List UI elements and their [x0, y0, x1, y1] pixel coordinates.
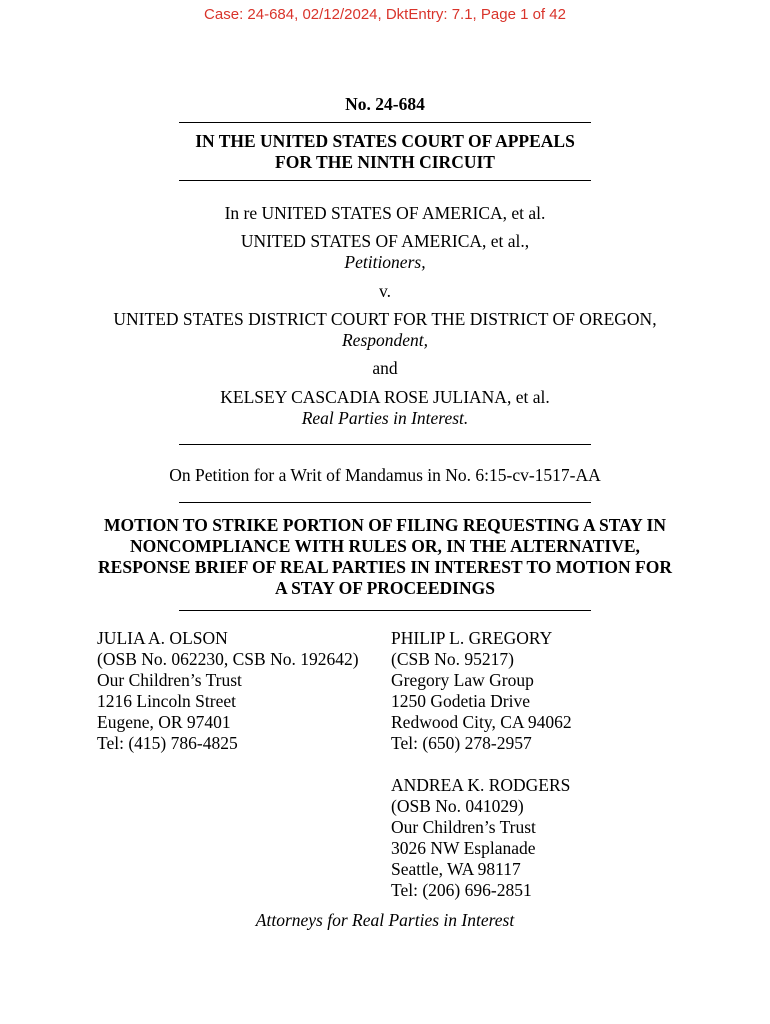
motion-title — [0, 515, 770, 599]
court-name — [0, 131, 770, 173]
counsel-right-column — [391, 628, 572, 901]
telephone: Tel: (206) 696-2851 — [391, 879, 532, 900]
telephone: Tel: (415) 786-4825 — [97, 732, 238, 753]
city-state-zip: Eugene, OR 97401 — [97, 711, 231, 732]
counsel-block — [391, 775, 572, 901]
petitioners-role: Petitioners, — [344, 251, 426, 272]
organization: Gregory Law Group — [391, 669, 534, 690]
motion-title-line: A STAY OF PROCEEDINGS — [275, 577, 495, 598]
organization: Our Children’s Trust — [391, 816, 536, 837]
attorney-name: ANDREA K. RODGERS — [391, 774, 571, 795]
attorney-name: JULIA A. OLSON — [97, 627, 228, 648]
court-name-line: FOR THE NINTH CIRCUIT — [275, 151, 495, 172]
case-number: No. 24-684 — [345, 93, 425, 114]
counsel-block — [97, 628, 359, 754]
counsel-left-column — [97, 628, 359, 754]
counsel-block — [391, 628, 572, 754]
organization: Our Children’s Trust — [97, 669, 242, 690]
real-parties-name: KELSEY CASCADIA ROSE JULIANA, et al. — [220, 386, 550, 407]
bar-number: (OSB No. 062230, CSB No. 192642) — [97, 648, 359, 669]
street-address: 1250 Godetia Drive — [391, 690, 530, 711]
petitioners-name: UNITED STATES OF AMERICA, et al., — [240, 230, 530, 251]
in-re-caption: In re UNITED STATES OF AMERICA, et al. — [224, 202, 546, 223]
horizontal-rule — [179, 502, 591, 503]
petitioners — [0, 231, 770, 273]
court-name-line: IN THE UNITED STATES COURT OF APPEALS — [195, 130, 575, 151]
respondent-role: Respondent, — [341, 329, 429, 350]
motion-title-line: MOTION TO STRIKE PORTION OF FILING REQUESTING A STAY IN — [104, 514, 666, 535]
respondent — [0, 309, 770, 351]
real-parties — [0, 387, 770, 429]
motion-title-line: RESPONSE BRIEF OF REAL PARTIES IN INTEREST TO MOTION FOR — [98, 556, 672, 577]
motion-title-line: NONCOMPLIANCE WITH RULES OR, IN THE ALTERNATIVE, — [130, 535, 640, 556]
versus: v. — [379, 280, 391, 301]
respondent-name: UNITED STATES DISTRICT COURT FOR THE DISTRICT OF OREGON, — [113, 308, 657, 329]
bar-number: (OSB No. 041029) — [391, 795, 524, 816]
attorneys-designation: Attorneys for Real Parties in Interest — [255, 909, 515, 930]
docket-header-stamp: Case: 24-684, 02/12/2024, DktEntry: 7.1, Page 1 of 42 — [204, 6, 566, 23]
telephone: Tel: (650) 278-2957 — [391, 732, 532, 753]
petition-line: On Petition for a Writ of Mandamus in No. 6:15-cv-1517-AA — [169, 464, 601, 485]
real-parties-role: Real Parties in Interest. — [301, 407, 469, 428]
attorney-name: PHILIP L. GREGORY — [391, 627, 553, 648]
street-address: 3026 NW Esplanade — [391, 837, 536, 858]
horizontal-rule — [179, 180, 591, 181]
city-state-zip: Redwood City, CA 94062 — [391, 711, 572, 732]
horizontal-rule — [179, 444, 591, 445]
bar-number: (CSB No. 95217) — [391, 648, 514, 669]
city-state-zip: Seattle, WA 98117 — [391, 858, 521, 879]
conjunction-and: and — [372, 357, 398, 378]
horizontal-rule — [179, 610, 591, 611]
horizontal-rule — [179, 122, 591, 123]
street-address: 1216 Lincoln Street — [97, 690, 237, 711]
